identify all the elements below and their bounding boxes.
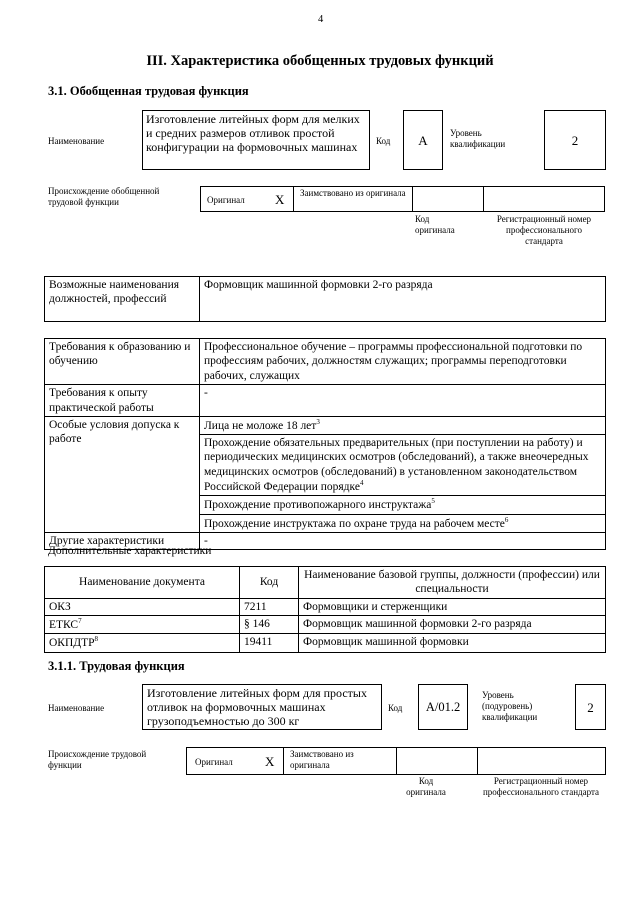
- special-value-4: Прохождение инструктажа по охране труда на рабочем месте$^6$: [200, 514, 606, 532]
- experience-value: -: [200, 385, 606, 417]
- s311-original-mark: X: [265, 754, 275, 769]
- s31-reg-number-cell: [483, 186, 605, 212]
- special-label: Особые условия допуска к работе: [45, 416, 200, 532]
- education-value: Профессиональное обучение – программы профессиональной подготовки по профессиям рабочих, должностям служащих; программы переподготовки рабочих, служащих: [200, 339, 606, 385]
- additional-table: [44, 566, 606, 653]
- s311-reg-number-cell: [477, 747, 606, 775]
- s311-borrowed-cell: [283, 747, 397, 775]
- s311-reg-number-caption: Регистрационный номер профессионального стандарта: [482, 776, 600, 797]
- s311-name-value: Изготовление литейных форм для простых отливок на формовочных машинах грузоподъемностью до 300 кг: [147, 686, 367, 728]
- additional-name: Формовщик машинной формовки: [299, 634, 606, 652]
- page-number: 4: [318, 14, 324, 25]
- additional-code: 19411: [240, 634, 299, 652]
- s31-code-box: [403, 110, 443, 170]
- s31-code-original-caption: Код оригинала: [415, 214, 455, 235]
- positions-value: Формовщик машинной формовки 2-го разряда: [200, 277, 606, 322]
- s31-original-label: Оригинал: [207, 195, 245, 205]
- s31-code-label: Код: [376, 136, 391, 146]
- additional-code: 7211: [240, 598, 299, 615]
- s311-original-cell: [186, 747, 284, 775]
- s31-code-original-cell: [412, 186, 484, 212]
- s311-name-label: Наименование: [48, 703, 105, 713]
- s311-code-value: A/01.2: [425, 700, 461, 714]
- additional-header-code: Код: [240, 567, 299, 599]
- s31-borrowed-cell: [293, 186, 413, 212]
- table-row: [45, 598, 606, 615]
- s31-original-mark: X: [275, 192, 285, 207]
- s311-code-original-cell: [396, 747, 478, 775]
- section-3-1-1-heading: 3.1.1. Трудовая функция: [48, 659, 185, 673]
- s31-name-value: Изготовление литейных форм для мелких и средних размеров отливок простой конфигурации на формовочных машинах: [146, 112, 360, 154]
- s311-code-label: Код: [388, 703, 403, 713]
- s31-level-box: [544, 110, 606, 170]
- requirements-table: [44, 338, 606, 550]
- table-row: [45, 634, 606, 652]
- s31-level-label: Уровень квалификации: [450, 128, 506, 149]
- additional-doc: ОКПДТР$^8$: [45, 634, 240, 652]
- additional-header-name: Наименование базовой группы, должности (профессии) или специальности: [299, 567, 606, 599]
- table-row: [45, 616, 606, 634]
- additional-doc: ОКЗ: [45, 598, 240, 615]
- s311-original-label: Оригинал: [195, 757, 233, 767]
- special-value-1: Лица не моложе 18 лет$^3$: [200, 416, 606, 434]
- table-row: [45, 567, 606, 599]
- additional-name: Формовщик машинной формовки 2-го разряда: [299, 616, 606, 634]
- other-value: -: [200, 532, 606, 549]
- additional-caption: Дополнительные характеристики: [48, 545, 212, 557]
- additional-name: Формовщики и стерженщики: [299, 598, 606, 615]
- education-label: Требования к образованию и обучению: [45, 339, 200, 385]
- s311-code-original-caption: Код оригинала: [406, 776, 446, 797]
- special-value-2: Прохождение обязательных предварительных (при поступлении на работу) и периодических медицинских осмотров (обследований), а также внеочередных медицинских осмотров (обследований) в установленном законодательством Российской Федерации порядке$^4$: [200, 435, 606, 496]
- table-row: [45, 277, 606, 322]
- additional-code: § 146: [240, 616, 299, 634]
- table-row: [45, 385, 606, 417]
- s31-origin-label: Происхождение обобщенной трудовой функции: [48, 186, 160, 207]
- s31-code-value: А: [418, 133, 428, 148]
- s311-borrowed-label: Заимствовано из оригинала: [290, 749, 354, 770]
- table-row: [45, 339, 606, 385]
- s31-reg-number-caption: Регистрационный номер профессионального стандарта: [496, 214, 592, 246]
- positions-table: [44, 276, 606, 322]
- s311-origin-label: Происхождение трудовой функции: [48, 749, 147, 770]
- s31-name-box: [142, 110, 370, 170]
- additional-doc: ЕТКС$^7$: [45, 616, 240, 634]
- additional-header-doc: Наименование документа: [45, 567, 240, 599]
- section-3-1-heading: 3.1. Обобщенная трудовая функция: [48, 84, 249, 98]
- table-row: [45, 416, 606, 434]
- special-value-3: Прохождение противопожарного инструктажа$^5$: [200, 496, 606, 514]
- s31-original-cell: [200, 186, 294, 212]
- s31-name-label: Наименование: [48, 136, 105, 146]
- s311-name-box: [142, 684, 382, 730]
- positions-label: Возможные наименования должностей, профессий: [45, 277, 200, 322]
- s311-level-label: Уровень (подуровень) квалификации: [482, 690, 538, 722]
- s31-level-value: 2: [571, 133, 579, 148]
- section-title: III. Характеристика обобщенных трудовых функций: [146, 53, 494, 69]
- s311-level-value: 2: [587, 700, 594, 715]
- s31-borrowed-label: Заимствовано из оригинала: [300, 188, 406, 198]
- s311-level-box: [575, 684, 606, 730]
- other-label: Другие характеристики: [45, 532, 200, 549]
- experience-label: Требования к опыту практической работы: [45, 385, 200, 417]
- s311-code-box: [418, 684, 468, 730]
